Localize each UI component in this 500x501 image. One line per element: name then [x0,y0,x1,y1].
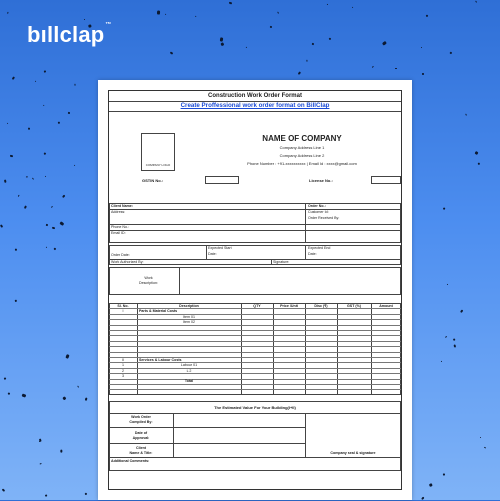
order-no-label: Order No.: [308,204,326,208]
speck [270,26,273,29]
speck [480,437,481,438]
speck [246,46,247,47]
speck [420,47,421,48]
speck [460,309,464,313]
license-label: License No.: [309,178,333,183]
divider [109,259,401,260]
expected-start-date-label: Date: [208,252,217,256]
speck [484,446,486,448]
speck [306,59,307,61]
speck [45,176,46,177]
column-header: Disc (₹) [305,304,337,308]
speck [43,71,45,73]
order-date-label: Order Date: [111,253,130,257]
column-header: Description [137,304,241,308]
company-contact: Phone Number : +91-xxxxxxxxxx | Email Id : xxxx@gmail.com [207,161,397,166]
speck [371,65,373,67]
speck [382,41,386,45]
speck [453,345,456,349]
divider [305,245,306,259]
speck [474,151,478,155]
speck [327,4,328,5]
speck [62,396,66,400]
signature-label: Signature: [273,260,289,264]
billclap-logo [27,22,112,48]
column-header: Price /Unit [273,304,305,308]
speck [35,80,36,81]
speck [429,484,433,488]
speck [46,247,47,248]
company-address-2: Company Address Line 2 [207,153,397,158]
speck [220,37,223,41]
additional-comments-label: Additional Comments: [111,459,149,463]
speck [62,194,66,198]
speck [73,164,75,166]
row-number: 3 [111,374,135,378]
work-description-label: Work Description: [139,276,158,285]
phone-label: Phone No.: [111,225,129,229]
speck [51,226,54,229]
order-received-label: Order Received By: [308,216,339,220]
address-label: Address: [111,210,125,214]
speck [8,393,11,396]
item-description: L 2 [139,369,239,373]
speck [7,122,9,124]
column-divider [337,303,338,395]
expected-end-date-label: Date: [308,252,317,256]
work-order-document [98,80,412,500]
item-description: Item 01 [139,315,239,319]
speck [4,179,6,182]
speck [46,223,48,225]
expected-end-label: Expected End [308,246,330,250]
document-title: Construction Work Order Format [109,93,401,99]
speck [29,128,31,130]
date-approval-label: Date of Approval: [109,431,173,440]
speck [443,207,446,210]
section-number: I [111,309,135,313]
speck [60,449,62,452]
column-header: QTY [241,304,273,308]
gstin-field[interactable] [205,176,239,184]
total-label: Total [139,379,239,383]
speck [32,177,34,179]
divider [206,245,207,259]
column-divider [241,303,242,395]
speck [195,16,197,18]
divider [109,111,401,112]
speck [298,71,301,74]
speck [229,1,232,4]
column-header: GST (%) [337,304,371,308]
speck [24,205,27,208]
speck [441,361,442,362]
create-link[interactable]: Create Proffessional work order format on BillClap [109,102,401,109]
speck [84,19,85,20]
speck [85,492,88,495]
speck [77,386,79,388]
speck [15,248,17,250]
company-name: NAME OF COMPANY [207,134,397,143]
divider [109,443,305,444]
speck [395,68,396,69]
divider [109,230,401,231]
compiled-by-label: Work Order Compiled By: [109,415,173,424]
speck [450,52,453,54]
column-divider [305,303,306,395]
divider [109,209,401,210]
speck [51,206,53,208]
speck [4,378,7,381]
speck [277,12,279,14]
speck [0,225,3,229]
speck [165,14,166,15]
speck [9,155,12,157]
speck [21,393,25,397]
row-number: 2 [111,369,135,373]
dates-block [109,245,401,265]
speck [170,52,173,55]
company-address-1: Company Address Line 1 [207,145,397,150]
speck [445,336,447,338]
speck [85,397,88,400]
speck [220,42,224,46]
column-divider [137,303,138,395]
license-field[interactable] [371,176,401,184]
trademark-mark: ™ [105,22,111,28]
speck [443,474,445,476]
expected-start-label: Expected Start [208,246,232,250]
speck [40,463,42,465]
speck [44,152,46,155]
speck [465,114,467,116]
divider [271,259,272,265]
column-divider [371,303,372,395]
speck [60,221,64,225]
speck [453,339,455,341]
divider [109,413,401,414]
email-label: Email ID: [111,231,126,235]
company-logo-label: COMPANY LOGO [142,163,174,167]
customer-id-label: Customer Id: [308,210,329,214]
speck [421,73,424,75]
speck [58,122,60,124]
column-divider [273,303,274,395]
speck [25,176,27,178]
speck [74,83,75,85]
gstin-label: GSTIN No.: [142,178,163,183]
client-name-title-label: Client Name & Title: [109,446,173,455]
speck [328,38,331,41]
company-logo-placeholder [141,133,175,171]
estimate-title: The Estimated Value For Your Building(I+II) [109,405,401,410]
speck [425,14,428,17]
speck [15,300,17,303]
speck [478,162,480,164]
divider [109,427,305,428]
speck [352,7,354,9]
speck [7,11,8,13]
divider [109,224,401,225]
section-label: Services & Labour Costs [139,358,239,362]
divider [179,267,180,295]
speck [475,0,477,2]
divider [173,413,174,457]
speck [2,489,5,492]
speck [18,194,20,196]
speck [447,284,448,285]
client-name-label: Client Name: [111,204,133,208]
item-description: Labour 01 [139,363,239,367]
document-frame [108,90,402,490]
speck [12,76,15,79]
speck [312,43,314,45]
column-header: Sl. No. [109,304,137,308]
logo-text: bıllclap [27,22,104,47]
speck [68,112,71,114]
speck [44,495,47,497]
divider [109,457,401,458]
column-header: Amount [371,304,401,308]
row-number: 1 [111,363,135,367]
authorized-label: Work Authorized By: [111,260,144,264]
speck [43,105,45,107]
section-number: II [111,358,135,362]
item-description: Item 02 [139,320,239,324]
speck [53,248,56,251]
section-label: Parts & Material Costs [139,309,239,313]
company-seal-label: Company seal & signature [305,451,401,455]
speck [66,354,70,358]
speck [158,10,161,14]
